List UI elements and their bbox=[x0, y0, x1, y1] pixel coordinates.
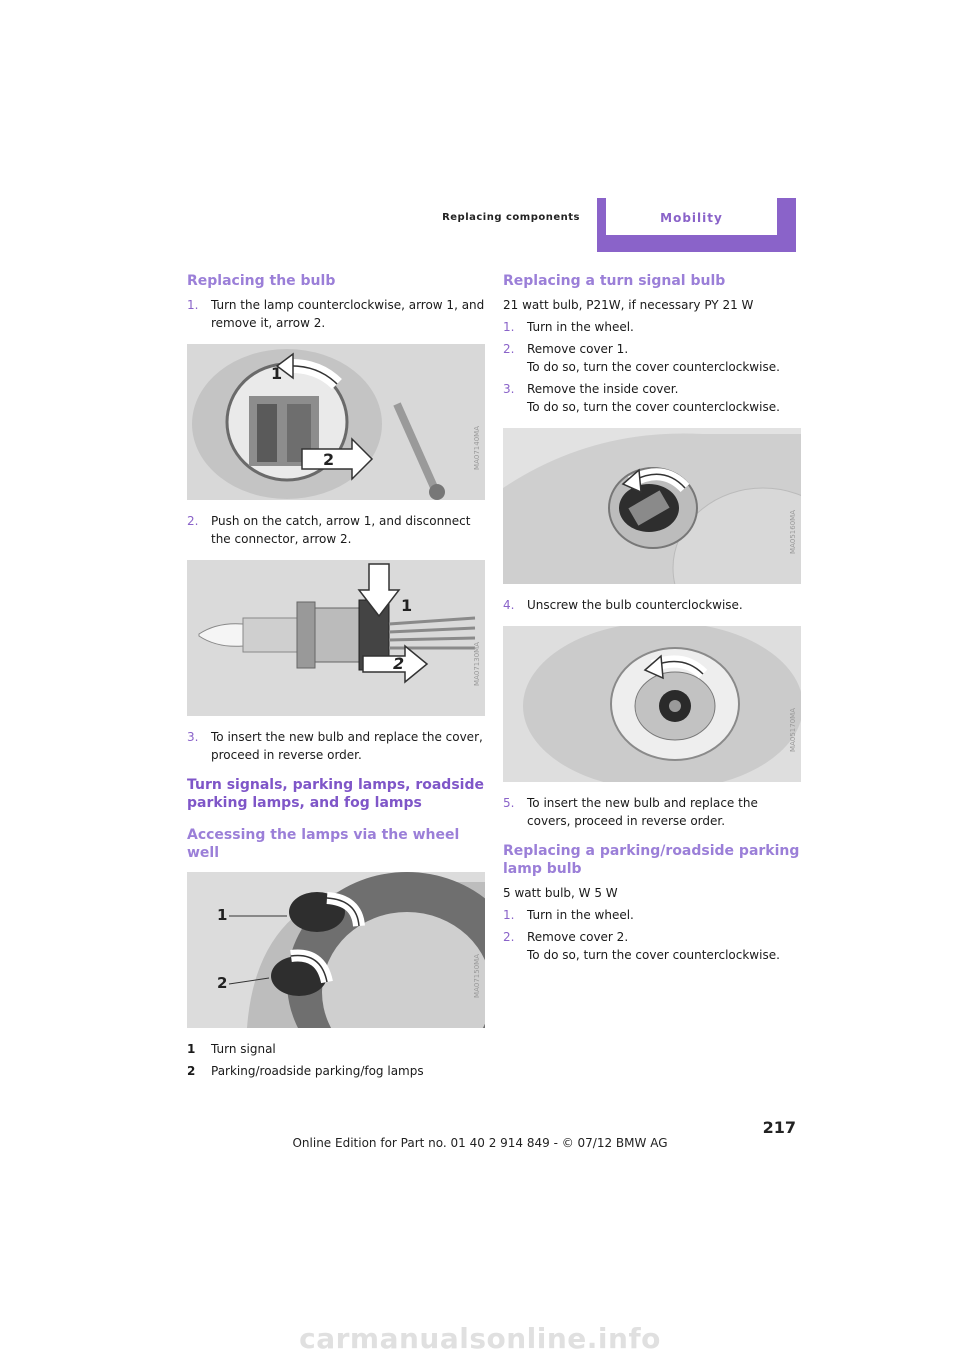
figure-code: MA07130MA bbox=[473, 642, 481, 686]
step-text: Turn the lamp counterclockwise, arrow 1, and remove it, arrow 2. bbox=[211, 298, 485, 330]
heading-parking-lamp-bulb: Replacing a parking/roadside parking lamp bulb bbox=[503, 843, 800, 877]
watermark: carmanualsonline.info bbox=[299, 1322, 661, 1355]
edition-footer: Online Edition for Part no. 01 40 2 914 849 - © 07/12 BMW AG bbox=[292, 1136, 668, 1150]
step-text: Turn in the wheel. bbox=[527, 320, 634, 334]
lamp-removal-illustration bbox=[187, 344, 485, 500]
step-subtext: To do so, turn the cover counterclockwise. bbox=[527, 400, 780, 414]
left-column bbox=[187, 272, 485, 1080]
bulb-spec: 5 watt bulb, W 5 W bbox=[503, 886, 618, 900]
step-2 bbox=[187, 512, 485, 548]
chapter-tab-label: Mobility bbox=[606, 198, 777, 235]
step-number: 4. bbox=[503, 598, 515, 612]
step-text: Turn in the wheel. bbox=[527, 908, 634, 922]
step-text: To insert the new bulb and replace the cover, proceed in reverse order. bbox=[211, 730, 483, 762]
legend-item-1 bbox=[187, 1040, 485, 1058]
page-number: 217 bbox=[762, 1118, 796, 1137]
inside-cover-illustration bbox=[503, 428, 801, 584]
figure-label-2: 2 bbox=[323, 450, 335, 469]
figure-code: MA07150MA bbox=[473, 954, 481, 998]
unscrew-bulb-illustration bbox=[503, 626, 801, 782]
step-number: 2. bbox=[187, 514, 199, 528]
legend-text: Turn signal bbox=[211, 1042, 276, 1056]
step-number: 1. bbox=[187, 298, 199, 312]
figure-inside-cover bbox=[503, 428, 801, 584]
step-subtext: To do so, turn the cover counterclockwise. bbox=[527, 360, 780, 374]
legend-number: 1 bbox=[187, 1042, 196, 1056]
heading-replacing-bulb: Replacing the bulb bbox=[187, 273, 336, 289]
step-1 bbox=[503, 318, 801, 336]
figure-code: MA05170MA bbox=[789, 708, 797, 752]
chapter-tab bbox=[597, 198, 796, 252]
figure-label-2: 2 bbox=[217, 974, 228, 992]
step-number: 2. bbox=[503, 930, 515, 944]
parking-step-1 bbox=[503, 906, 801, 924]
figure-lamp-removal bbox=[187, 344, 485, 500]
heading-turn-signals: Turn signals, parking lamps, roadside parking lamps, and fog lamps bbox=[187, 777, 484, 811]
step-text: To insert the new bulb and replace the covers, proceed in reverse order. bbox=[527, 796, 758, 828]
step-text: Remove the inside cover. bbox=[527, 382, 679, 396]
step-number: 1. bbox=[503, 320, 515, 334]
step-4 bbox=[503, 596, 801, 614]
heading-accessing-lamps: Accessing the lamps via the wheel well bbox=[187, 827, 460, 861]
legend-number: 2 bbox=[187, 1064, 196, 1078]
step-number: 2. bbox=[503, 342, 515, 356]
step-number: 5. bbox=[503, 796, 515, 810]
step-2 bbox=[503, 340, 801, 376]
step-5 bbox=[503, 794, 801, 830]
step-text: Remove cover 2. bbox=[527, 930, 629, 944]
right-column bbox=[503, 272, 801, 964]
legend-text: Parking/roadside parking/fog lamps bbox=[211, 1064, 424, 1078]
heading-turn-signal-bulb: Replacing a turn signal bulb bbox=[503, 273, 726, 289]
step-3 bbox=[503, 380, 801, 416]
legend-item-2 bbox=[187, 1062, 485, 1080]
step-number: 3. bbox=[503, 382, 515, 396]
bulb-spec: 21 watt bulb, P21W, if necessary PY 21 W bbox=[503, 298, 754, 312]
figure-label-1: 1 bbox=[401, 596, 413, 615]
figure-label-1: 1 bbox=[217, 906, 228, 924]
figure-code: MA07140MA bbox=[473, 426, 481, 470]
step-number: 3. bbox=[187, 730, 199, 744]
step-text: Push on the catch, arrow 1, and disconnect the connector, arrow 2. bbox=[211, 514, 471, 546]
step-number: 1. bbox=[503, 908, 515, 922]
section-title: Replacing components bbox=[442, 212, 580, 223]
figure-connector bbox=[187, 560, 485, 716]
step-1 bbox=[187, 296, 485, 332]
figure-wheel-well bbox=[187, 872, 485, 1028]
figure-label-2: 2 bbox=[393, 654, 405, 673]
connector-illustration bbox=[187, 560, 485, 716]
figure-code: MA05160MA bbox=[789, 510, 797, 554]
step-text: Remove cover 1. bbox=[527, 342, 629, 356]
parking-step-2 bbox=[503, 928, 801, 964]
figure-label-1: 1 bbox=[271, 364, 283, 383]
figure-unscrew-bulb bbox=[503, 626, 801, 782]
wheel-well-illustration bbox=[187, 872, 485, 1028]
step-3 bbox=[187, 728, 485, 764]
step-subtext: To do so, turn the cover counterclockwise. bbox=[527, 948, 780, 962]
step-text: Unscrew the bulb counterclockwise. bbox=[527, 598, 743, 612]
